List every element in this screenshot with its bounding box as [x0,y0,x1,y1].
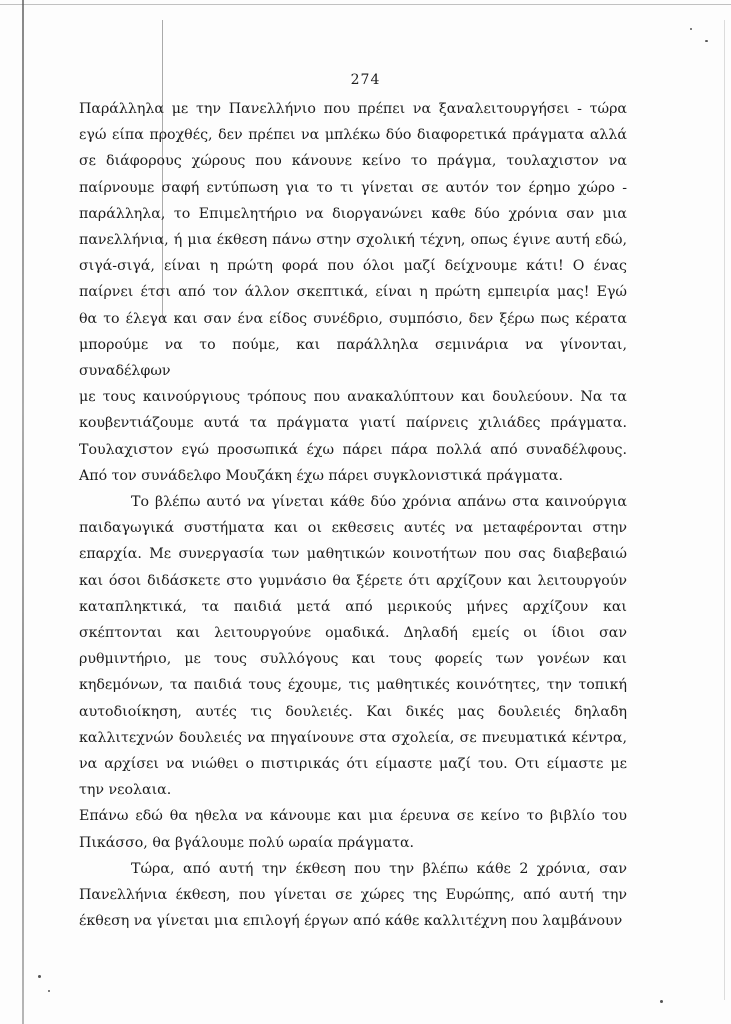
scan-edge-top [0,4,731,5]
text-line: Πανελλήνια έκθεση, που γίνεται σε χώρες της Ευρώπης, από αυτή την [79,887,627,904]
text-line: μπορούμε να το πούμε, και παράλληλα σεμινάρια να γίνονται, συναδέλφων [79,336,627,380]
text-line: κηδεμόνων, τα παιδιά τους έχουμε, τις μαθητικές κοινότητες, την τοπική [79,677,627,694]
scan-edge-right [724,20,725,1000]
scan-speck [690,28,692,30]
text-line: σκέπτονται και λειτουργούνε ομαδικά. Δηλαδή εμείς οι ίδιοι σαν [79,625,627,642]
text-line: επαρχία. Με συνεργασία των μαθητικών κοινοτήτων που σας διαβεβαιώ [79,546,627,563]
scan-speck [705,40,708,42]
text-line: Επάνω εδώ θα ηθελα να κάνουμε και μια έρευνα σε κείνο το βιβλίο του [79,808,627,825]
text-line: Τουλαχιστον εγώ προσωπικά έχω πάρει πάρα πολλά από συναδέλφους. [79,441,627,458]
text-line: έκθεση να γίνεται μια επιλογή έργων από κάθε καλλιτέχνη που λαμβάνουν [79,913,623,930]
document-body [79,96,627,935]
text-line: πανελλήνια, ή μια έκθεση πάνω στην σχολική τέχνη, οπως έγινε αυτή εδώ, [79,232,627,249]
text-line: Από τον συνάδελφο Μουζάκη έχω πάρει συγκλονιστικά πράγματα. [79,467,563,484]
text-line: παράλληλα, το Επιμελητήριο να διοργανώνει καθε δύο χρόνια σαν μια [79,205,627,222]
scan-speck [660,1000,663,1003]
scan-speck [38,975,41,978]
text-line: παίρνει έτσι από τον άλλον σκεπτικά, είναι η πρώτη εμπειρία μας! Εγώ [79,284,627,301]
text-line: σιγά-σιγά, είναι η πρώτη φορά που όλοι μαζί δείχνουμε κάτι! Ο ένας [79,258,627,275]
page-number: 274 [350,72,381,88]
text-line: καταπληκτικά, τα παιδιά μετά από μερικούς μήνες αρχίζουν και [79,598,627,615]
text-line: και όσοι διδάσκετε στο γυμνάσιο θα ξέρετε ότι αρχίζουν και λειτουργούν [79,572,627,589]
scan-speck [48,990,50,992]
text-line: την νεολαια. [79,782,172,799]
text-line: αυτοδιοίκηση, αυτές τις δουλειές. Και δικές μας δουλειές δηλαδη [79,703,627,720]
scan-edge-left [22,0,24,1024]
text-line: Τώρα, από αυτή την έκθεση που την βλέπω κάθε 2 χρόνια, σαν [131,860,627,877]
text-line: παίρνουμε σαφή εντύπωση για το τι γίνεται σε αυτόν τον έρημο χώρο - [79,179,627,196]
text-line: Παράλληλα με την Πανελλήνιο που πρέπει να ξαναλειτουργήσει - τώρα [79,101,627,117]
text-line: με τους καινούργιους τρόπους που ανακαλύπτουν και δουλεύουν. Να τα [79,389,627,406]
text-line: ρυθμιντήριο, με τους συλλόγους και τους φορείς των γονέων και [79,651,627,668]
text-line: να αρχίσει να νιώθει ο πιστιρικάς ότι είμαστε μαζί του. Οτι είμαστε με [79,756,627,773]
text-line: σε διάφορους χώρους που κάνουνε κείνο το πράγμα, τουλαχιστον να [79,153,627,170]
text-line: κουβεντιάζουμε αυτά τα πράγματα γιατί παίρνεις χιλιάδες πράγματα. [79,415,627,432]
text-line: Πικάσσο, θα βγάλουμε πολύ ωραία πράγματα. [79,834,415,851]
text-line: παιδαγωγικά συστήματα και οι εκθεσεις αυτές να μεταφέρονται στην [79,520,627,537]
text-line: εγώ είπα προχθές, δεν πρέπει να μπλέκω δύο διαφορετικά πράγματα αλλά [79,127,627,144]
text-line: Το βλέπω αυτό να γίνεται κάθε δύο χρόνια απάνω στα καινούργια [131,494,627,511]
text-line: καλλιτεχνών δουλειές να πηγαίνουνε στα σχολεία, σε πνευματικά κέντρα, [79,729,627,746]
text-line: θα το έλεγα και σαν ένα είδος συνέδριο, συμπόσιο, δεν ξέρω πως κέρατα [79,310,627,327]
